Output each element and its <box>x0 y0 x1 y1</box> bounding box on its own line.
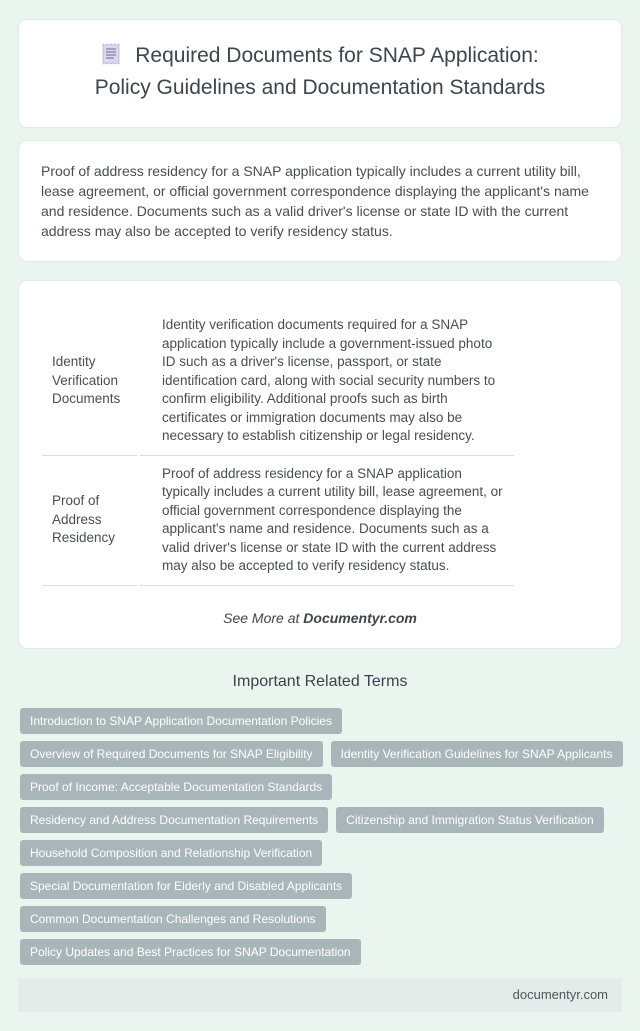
table-row-text: Identity verification documents required for a SNAP application typically include a government-issued photo ID such as a driver's license, passport, or state identification card, along with social security numbers to confirm eligibility. Additional proofs such as birth certificates or immigration documents may also be necessary to establish citizenship or legal residency. <box>140 307 514 456</box>
documents-table <box>39 307 517 586</box>
tag-row <box>20 906 620 932</box>
page-title-line1: Required Documents for SNAP Application: <box>135 44 539 67</box>
table-row <box>42 456 514 586</box>
table-row-label: Identity Verification Documents <box>42 307 137 456</box>
related-term-tag[interactable]: Citizenship and Immigration Status Verification <box>336 807 603 833</box>
related-term-tag[interactable]: Introduction to SNAP Application Documentation Policies <box>20 708 342 734</box>
tag-row <box>20 939 620 965</box>
page-title-line2: Policy Guidelines and Documentation Standards <box>94 76 546 99</box>
footer-bar <box>18 978 622 1012</box>
related-term-tag[interactable]: Proof of Income: Acceptable Documentation Standards <box>20 774 332 800</box>
tag-row <box>20 873 620 899</box>
receipt-document-icon <box>101 43 121 73</box>
tag-row <box>20 708 620 734</box>
related-term-tag[interactable]: Special Documentation for Elderly and Disabled Applicants <box>20 873 352 899</box>
see-more-line <box>39 610 601 626</box>
tag-row <box>20 774 620 800</box>
documents-table-card <box>18 280 622 649</box>
summary-card <box>18 140 622 262</box>
related-terms-heading: Important Related Terms <box>232 672 408 690</box>
table-row <box>42 307 514 456</box>
related-terms-list <box>18 708 622 965</box>
page-title <box>45 41 595 102</box>
related-term-tag[interactable]: Residency and Address Documentation Requirements <box>20 807 328 833</box>
table-row-label: Proof of Address Residency <box>42 456 137 586</box>
see-more-brand-link[interactable]: Documentyr.com <box>303 609 417 626</box>
summary-paragraph: Proof of address residency for a SNAP application typically includes a current utility bill, lease agreement, or official government correspondence displaying the applicant's name and residence. Documents such as a valid driver's license or state ID with the current address may also be accepted to verify residency status. <box>41 163 589 239</box>
header-card <box>18 19 622 128</box>
tag-row <box>20 741 620 767</box>
footer-site-link[interactable]: documentyr.com <box>512 987 608 1002</box>
related-term-tag[interactable]: Household Composition and Relationship Verification <box>20 840 322 866</box>
related-term-tag[interactable]: Common Documentation Challenges and Resolutions <box>20 906 326 932</box>
tag-row <box>20 807 620 833</box>
see-more-prefix: See More at <box>223 609 304 626</box>
table-row-text: Proof of address residency for a SNAP application typically includes a current utility bill, lease agreement, or official government correspondence displaying the applicant's name and residence. Documents such as a valid driver's license or state ID with the current address may also be accepted to verify residency status. <box>140 456 514 586</box>
tag-row <box>20 840 620 866</box>
related-term-tag[interactable]: Overview of Required Documents for SNAP Eligibility <box>20 741 323 767</box>
related-term-tag[interactable]: Identity Verification Guidelines for SNAP Applicants <box>331 741 623 767</box>
related-term-tag[interactable]: Policy Updates and Best Practices for SNAP Documentation <box>20 939 361 965</box>
